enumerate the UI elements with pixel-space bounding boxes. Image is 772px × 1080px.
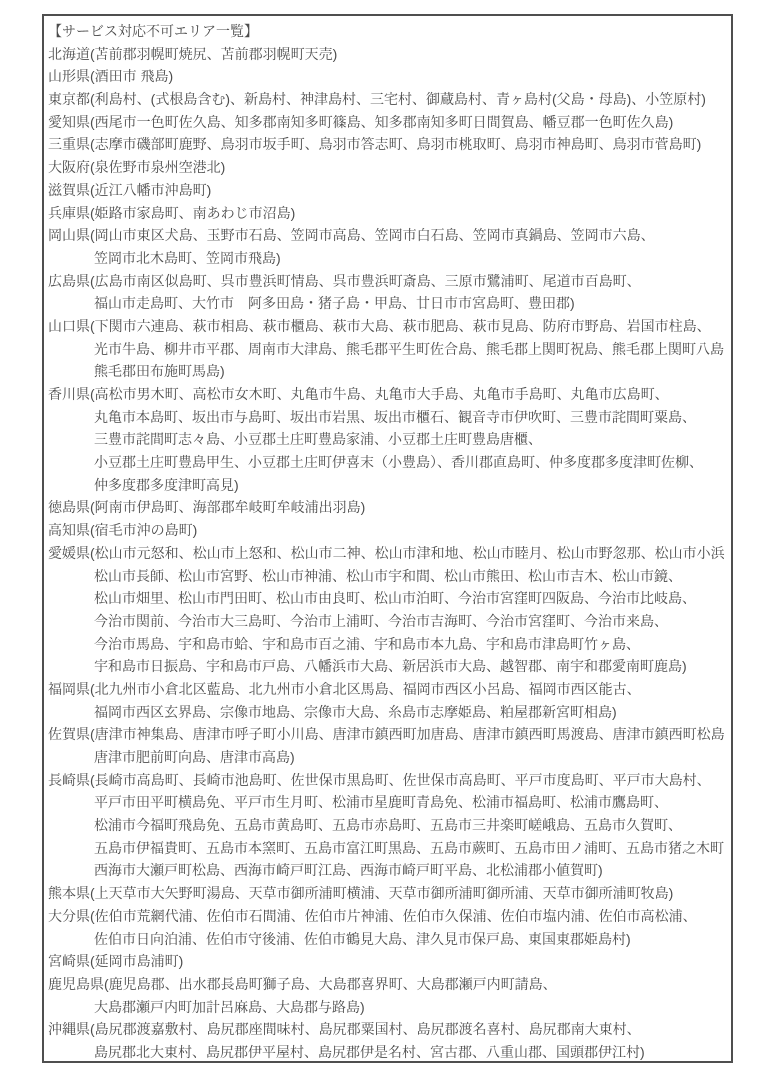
prefecture-entry [48,383,727,496]
entry-line-continuation: 福岡市西区玄界島、宗像市地島、宗像市大島、糸島市志摩姫島、粕屋郡新宮町相島) [94,703,617,720]
prefecture-entries [48,43,727,1064]
prefecture-entry [48,723,727,768]
entry-line-first: 徳島県(阿南市伊島町、海部郡牟岐町牟岐浦出羽島) [48,499,366,516]
entry-line-continuation: 五島市伊福貴町、五島市本窯町、五島市富江町黒島、五島市蕨町、五島市田ノ浦町、五島市猪之木町 [94,839,724,856]
prefecture-entry [48,133,727,156]
prefecture-entry [48,542,727,678]
entry-line-first: 熊本県(上天草市大矢野町湯島、天草市御所浦町横浦、天草市御所浦町御所浦、天草市御所浦町牧島) [48,885,674,902]
entry-line-continuation: 丸亀市本島町、坂出市与島町、坂出市岩黒、坂出市櫃石、観音寺市伊吹町、三豊市詫間町粟島、 [94,408,696,425]
prefecture-entry [48,496,727,519]
prefecture-entry [48,270,727,315]
prefecture-entry [48,179,727,202]
entry-line-continuation: 島尻郡北大東村、島尻郡伊平屋村、島尻郡伊是名村、宮古郡、八重山郡、国頭郡伊江村) [94,1043,645,1060]
prefecture-entry [48,678,727,723]
entry-line-first: 東京都(利島村、(式根島含む)、新島村、神津島村、三宅村、御蔵島村、青ヶ島村(父島・母島)、小笠原村) [48,91,706,108]
entry-line-continuation: 松山市長師、松山市宮野、松山市神浦、松山市宇和間、松山市熊田、松山市吉木、松山市鏡、 [94,567,682,584]
entry-line-continuation: 今治市馬島、宇和島市蛤、宇和島市百之浦、宇和島市本九島、宇和島市津島町竹ヶ島、 [94,635,640,652]
entry-line-continuation: 唐津市肥前町向島、唐津市高島) [94,749,295,765]
prefecture-entry [48,224,727,269]
entry-line-first: 岡山県(岡山市東区犬島、玉野市石島、笠岡市高島、笠岡市白石島、笠岡市真鍋島、笠岡市六島、 [48,227,655,244]
entry-line-continuation: 大島郡瀬戸内町加計呂麻島、大島郡与路島) [94,998,365,1015]
entry-line-first: 北海道(苫前郡羽幌町焼尻、苫前郡羽幌町天売) [48,45,338,62]
entry-line-continuation: 三豊市詫間町志々島、小豆郡土庄町豊島家浦、小豆郡土庄町豊島唐櫃、 [94,431,542,448]
prefecture-entry [48,1018,727,1063]
prefecture-entry [48,882,727,905]
entry-line-continuation: 松山市畑里、松山市門田町、松山市由良町、松山市泊町、今治市宮窪町四阪島、今治市比岐島、 [94,590,696,607]
entry-line-continuation: 松浦市今福町飛島免、五島市黄島町、五島市赤島町、五島市三井楽町嵯峨島、五島市久賀町、 [94,817,682,834]
entry-line-first: 三重県(志摩市磯部町鹿野、鳥羽市坂手町、鳥羽市答志町、鳥羽市桃取町、鳥羽市神島町、鳥羽市菅島町) [48,136,702,153]
entry-line-first: 長崎県(長崎市高島町、長崎市池島町、佐世保市黒島町、佐世保市高島町、平戸市度島町、平戸市大島村、 [48,771,711,788]
entry-line-first: 滋賀県(近江八幡市沖島町) [48,181,212,198]
entry-line-first: 鹿児島県(鹿児島郡、出水郡長島町獅子島、大島郡喜界町、大島郡瀬戸内町請島、 [48,975,557,992]
entry-line-first: 山口県(下関市六連島、萩市相島、萩市櫃島、萩市大島、萩市肥島、萩市見島、防府市野島、岩国市柱島、 [48,317,711,334]
entry-line-continuation: 熊毛郡田布施町馬島) [94,363,225,380]
prefecture-entry [48,769,727,882]
prefecture-entry [48,88,727,111]
entry-line-first: 大分県(佐伯市荒網代浦、佐伯市石間浦、佐伯市片神浦、佐伯市久保浦、佐伯市塩内浦、佐伯市高松浦、 [48,907,697,924]
entry-line-first: 高知県(宿毛市沖の島町) [48,522,198,539]
prefecture-entry [48,905,727,950]
entry-line-first: 沖縄県(島尻郡渡嘉敷村、島尻郡座間味村、島尻郡粟国村、島尻郡渡名喜村、島尻郡南大東村、 [48,1021,641,1038]
entry-line-continuation: 西海市大瀬戸町松島、西海市崎戸町江島、西海市崎戸町平島、北松浦郡小値賀町) [94,862,603,879]
entry-line-first: 福岡県(北九州市小倉北区藍島、北九州市小倉北区馬島、福岡市西区小呂島、福岡市西区能古、 [48,680,641,697]
prefecture-entry [48,202,727,225]
prefecture-entry [48,65,727,88]
entry-line-first: 山形県(酒田市 飛島) [48,68,174,85]
prefecture-entry [48,950,727,973]
entry-line-continuation: 今治市関前、今治市大三島町、今治市上浦町、今治市吉海町、今治市宮窪町、今治市来島、 [94,612,668,629]
prefecture-entry [48,973,727,1018]
service-unavailable-area-list-box [42,14,733,1063]
entry-line-first: 宮崎県(延岡市島浦町) [48,953,184,970]
entry-line-first: 兵庫県(姫路市家島町、南あわじ市沼島) [48,204,296,221]
entry-line-continuation: 佐伯市日向泊浦、佐伯市守後浦、佐伯市鶴見大島、津久見市保戸島、東国東郡姫島村) [94,930,631,947]
prefecture-entry [48,43,727,66]
prefecture-entry [48,315,727,383]
page-title: 【サービス対応不可エリア一覧】 [48,23,258,39]
entry-line-continuation: 小豆郡土庄町豊島甲生、小豆郡土庄町伊喜末（小豊島）、香川郡直島町、仲多度郡多度津町佐柳、 [94,454,703,471]
prefecture-entry [48,519,727,542]
prefecture-entry [48,111,727,134]
entry-line-continuation: 宇和島市日振島、宇和島市戸島、八幡浜市大島、新居浜市大島、越智郡、南宇和郡愛南町鹿島) [94,658,687,675]
entry-line-first: 愛媛県(松山市元怒和、松山市上怒和、松山市二神、松山市津和地、松山市睦月、松山市野忽那、松山市小浜 [48,544,725,561]
entry-line-first: 香川県(高松市男木町、高松市女木町、丸亀市牛島、丸亀市大手島、丸亀市手島町、丸亀市広島町、 [48,386,669,402]
entry-line-first: 広島県(広島市南区似島町、呉市豊浜町情島、呉市豊浜町斎島、三原市鷺浦町、尾道市百島町、 [48,272,641,289]
entry-line-first: 佐賀県(唐津市神集島、唐津市呼子町小川島、唐津市鎮西町加唐島、唐津市鎮西町馬渡島、唐津市鎮西町松島 [48,726,725,743]
prefecture-entry [48,156,727,179]
entry-line-continuation: 平戸市田平町横島免、平戸市生月町、松浦市星鹿町青島免、松浦市福島町、松浦市鷹島町、 [94,794,668,811]
entry-line-first: 愛知県(西尾市一色町佐久島、知多郡南知多町篠島、知多郡南知多町日間賀島、幡豆郡一色町佐久島) [48,113,674,130]
entry-line-continuation: 笠岡市北木島町、笠岡市飛島) [94,249,281,266]
entry-line-continuation: 仲多度郡多度津町高見) [94,476,239,493]
entry-line-continuation: 福山市走島町、大竹市 阿多田島・猪子島・甲島、廿日市市宮島町、豊田郡) [94,295,575,312]
entry-line-continuation: 光市牛島、柳井市平郡、周南市大津島、熊毛郡平生町佐合島、熊毛郡上関町祝島、熊毛郡上関町八島 [94,340,724,357]
entry-line-first: 大阪府(泉佐野市泉州空港北) [48,159,226,176]
